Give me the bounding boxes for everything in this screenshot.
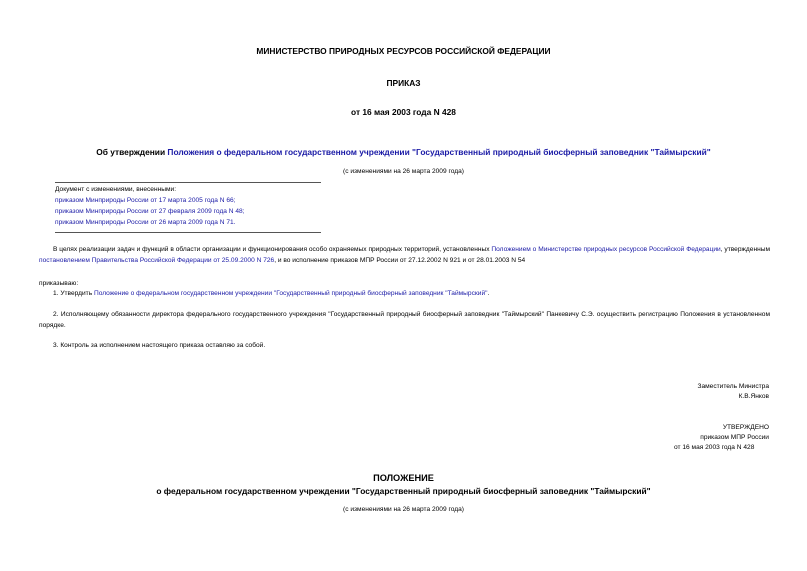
approved-by: приказом МПР России [700, 434, 769, 441]
order-item-1-text: 1. Утвердить [53, 290, 94, 297]
preamble-text-2: , утвержденным [720, 246, 770, 253]
title-regulation-link[interactable]: Положения о федеральном государственном учреждении "Государственный природный биосферный заповедник "Таймырский" [167, 147, 711, 157]
order-word: приказываю: [39, 280, 79, 287]
government-decree-link[interactable]: постановлением Правительства Российской Федерации от 25.09.2000 N 726 [39, 257, 275, 264]
order-item-2: 2. Исполняющему обязанности директора федерального государственного учреждения "Государственный природный биосферный заповедник "Таймырский" Панкевичу С.Э. осуществить регистрацию Положения в установленном порядке. [39, 311, 770, 329]
preamble-text-3: , и во исполнение приказов МПР России от 27.12.2002 N 921 и от 28.01.2003 N 54 [274, 257, 526, 264]
regulation-ministry-link[interactable]: Положением о Министерстве природных ресурсов Российской Федерации [491, 246, 721, 253]
changes-block [55, 184, 355, 228]
order-item-3: 3. Контроль за исполнением настоящего приказа оставляю за собой. [53, 342, 266, 349]
regulation-title: ПОЛОЖЕНИЕ [373, 473, 434, 483]
ministry-title: МИНИСТЕРСТВО ПРИРОДНЫХ РЕСУРСОВ РОССИЙСКОЙ ФЕДЕРАЦИИ [256, 46, 551, 56]
order-title [0, 147, 807, 157]
signature-position: Заместитель Министра [697, 383, 769, 390]
regulation-amendments: (с изменениями на 26 марта 2009 года) [343, 506, 464, 513]
title-prefix: Об утверждении [96, 147, 168, 157]
doc-type: ПРИКАЗ [386, 78, 421, 88]
approved-date: от 16 мая 2003 года N 428 [674, 444, 755, 451]
changes-top-divider [55, 182, 321, 183]
regulation-subtitle: о федеральном государственном учреждении "Государственный природный биосферный заповедник "Таймырский" [156, 486, 651, 496]
changes-intro: Документ с изменениями, внесенными: [55, 186, 177, 193]
order-item-1-end: . [487, 290, 490, 297]
change-link-1[interactable]: приказом Минприроды России от 17 марта 2005 года N 66; [55, 197, 236, 204]
change-link-2[interactable]: приказом Минприроды России от 27 февраля 2009 года N 48; [55, 208, 245, 215]
approve-regulation-link[interactable]: Положение о федеральном государственном учреждении "Государственный природный биосферный заповедник "Таймырский" [93, 290, 488, 297]
approved-label: УТВЕРЖДЕНО [722, 424, 769, 431]
changes-bottom-divider [55, 232, 321, 233]
title-amendments: (с изменениями на 26 марта 2009 года) [343, 168, 464, 175]
signature-name: К.В.Янков [738, 393, 769, 400]
order-date-number: от 16 мая 2003 года N 428 [351, 107, 456, 117]
preamble [39, 244, 770, 266]
preamble-text-1: В целях реализации задач и функций в области организации и функционирования особо охраняемых природных территорий, установленных [53, 246, 492, 253]
order-item-1 [53, 288, 770, 299]
change-link-3[interactable]: приказом Минприроды России от 26 марта 2009 года N 71. [55, 219, 236, 226]
